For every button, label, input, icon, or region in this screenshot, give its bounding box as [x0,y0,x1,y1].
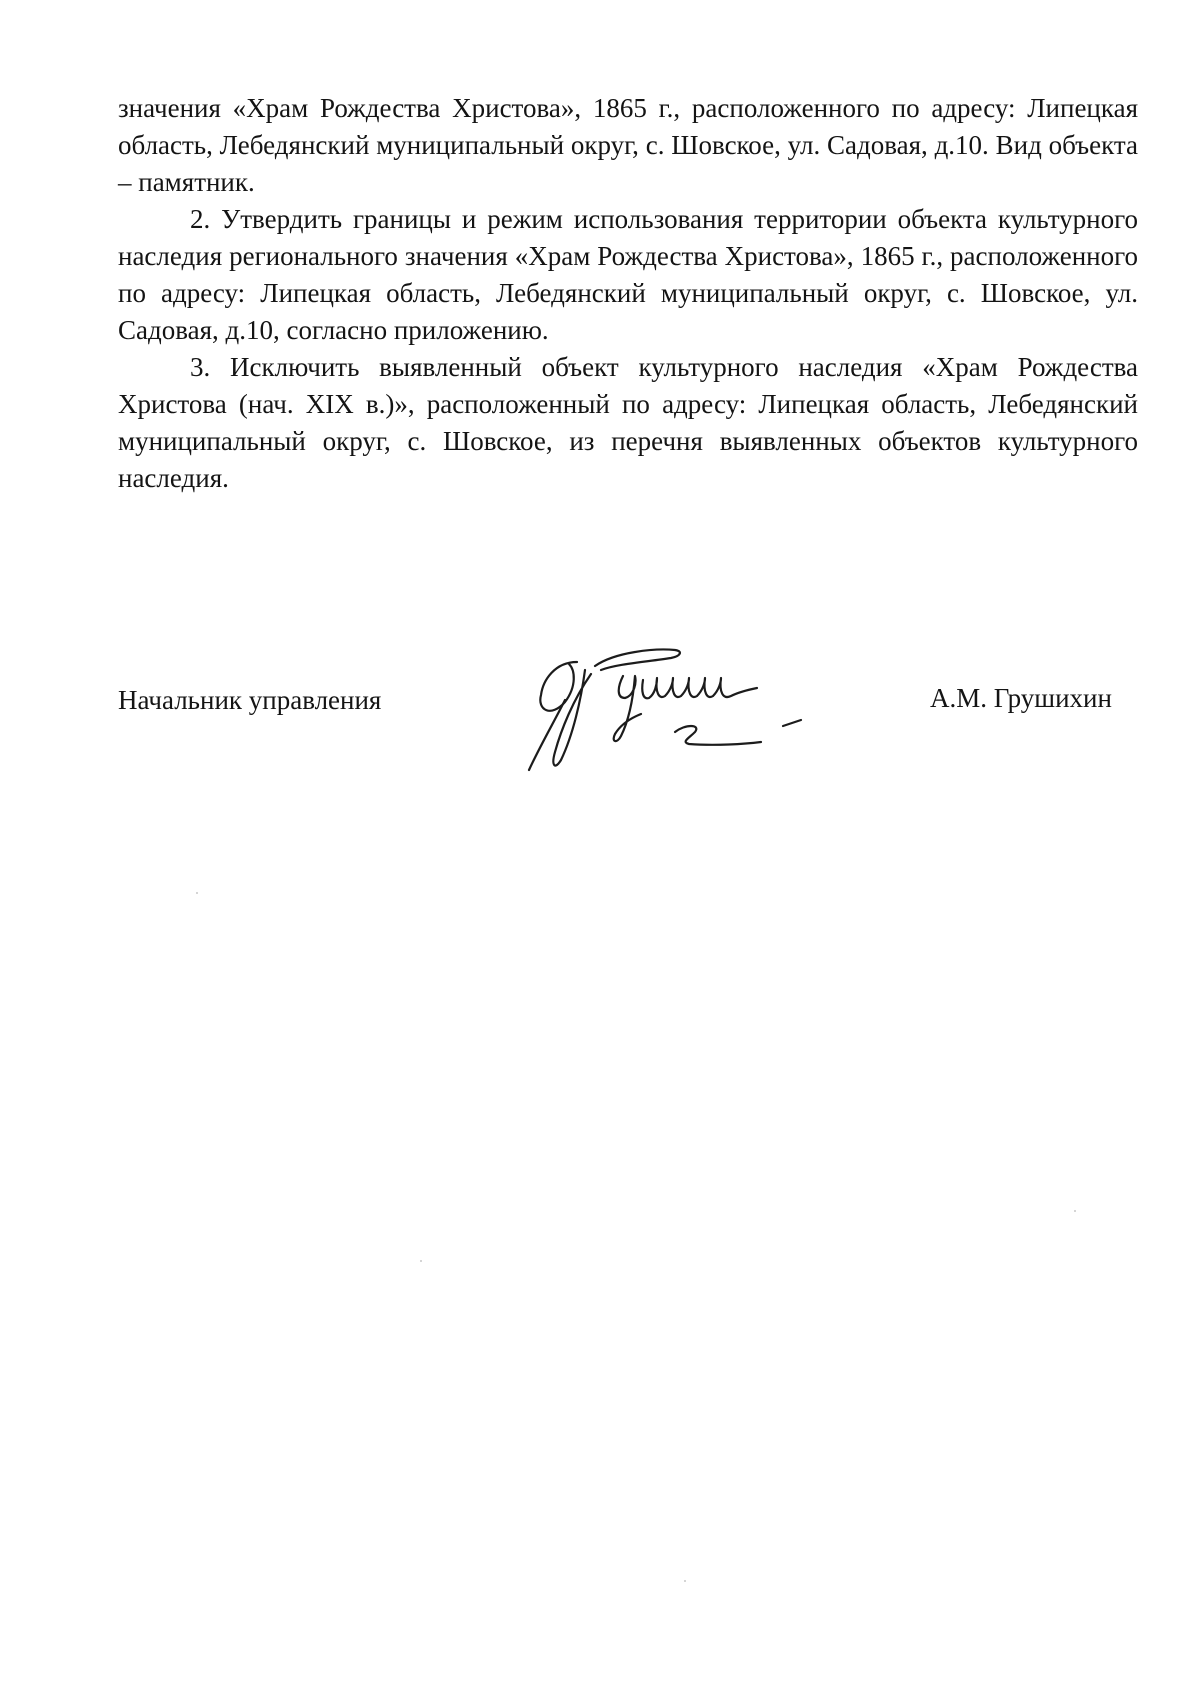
signatory-position: Начальник управления [118,685,382,715]
paragraph-continuation: значения «Храм Рождества Христова», 1865 г., расположенного по адресу: Липецкая область, Лебедянский муниципальный округ, с. Шовское, ул. Садовая, д.10. Вид объекта – памятник. [118,93,1138,197]
signature-block [0,640,1200,800]
document-body [118,90,1138,497]
signatory-name: А.М. Грушихин [930,683,1112,713]
handwritten-signature [525,640,885,800]
scan-speck [1074,1210,1076,1212]
paragraph-item-2: 2. Утвердить границы и режим использования территории объекта культурного наследия регионального значения «Храм Рождества Христова», 1865 г., расположенного по адресу: Липецкая область, Лебедянский муниципальный округ, с. Шовское, ул. Садовая, д.10, согласно приложению. [118,204,1138,345]
scan-speck [196,892,198,894]
scan-speck [420,1260,422,1262]
scan-speck [684,1580,686,1582]
paragraph-item-3: 3. Исключить выявленный объект культурного наследия «Храм Рождества Христова (нач. XIX в.)», расположенный по адресу: Липецкая область, Лебедянский муниципальный округ, с. Шовское, из перечня выявленных объектов культурного наследия. [118,352,1138,493]
